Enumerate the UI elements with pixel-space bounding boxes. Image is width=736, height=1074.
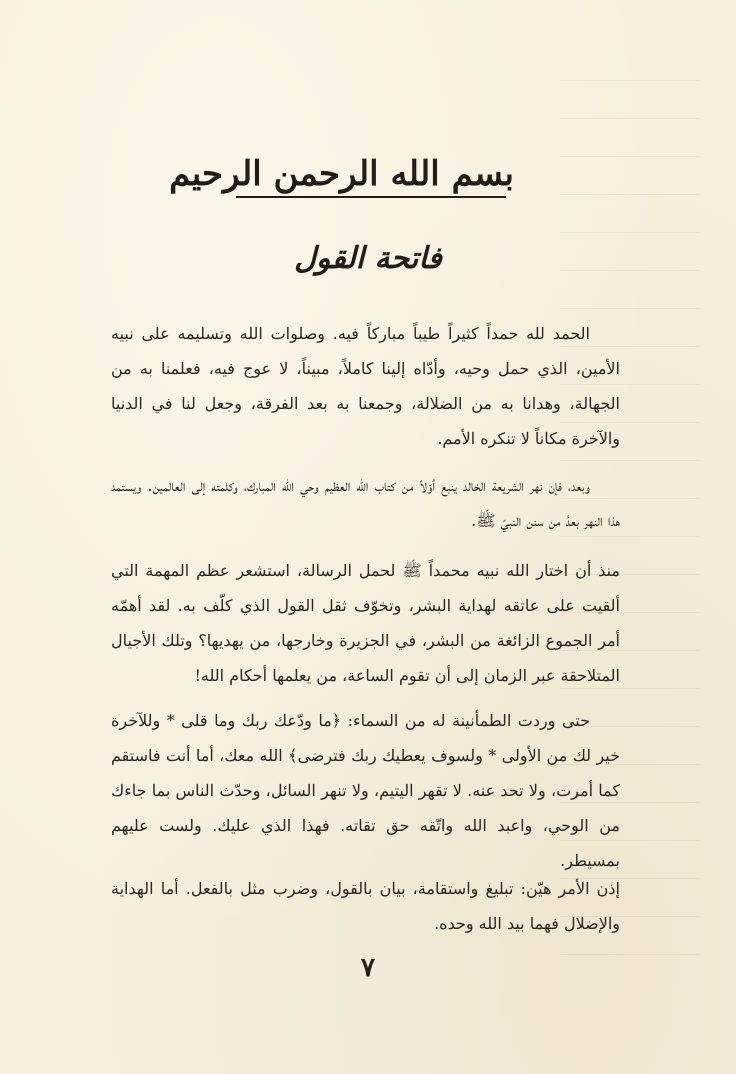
page-number: ٧ <box>361 953 375 983</box>
basmala-heading: بسم الله الرحمن الرحيم <box>169 154 514 194</box>
chapter-title: فاتحة القول <box>294 241 442 276</box>
paragraph-3: منذ أن اختار الله نبيه محمداً ﷺ لحمل الرسالة، استشعر عظم المهمة التي ألقيت على عاتقه لهداية البشر، وتخوّف ثقل القول الذي كلّف به. لقد أهمّه أمر الجموع الزائغة من البشر، في الجزيرة وخارجها، من يهديها؟ وتلك الأجيال المتلاحقة عبر الزمان إلى أن تقوم الساعة، من يعلمها أحكام الله! <box>111 561 620 685</box>
basmala-underline <box>236 196 506 198</box>
paragraph-5: إذن الأمر هيّن: تبليغ واستقامة، بيان بالقول، وضرب مثل بالفعل. أما الهداية والإضلال فهما بيد الله وحده. <box>111 879 620 933</box>
paragraph-1: الحمد لله حمداً كثيراً طيباً مباركاً فيه. وصلوات الله وتسليمه على نبيه الأمين، الذي حمل وحيه، وأدّاه إلينا كاملاً، مبيناً، لا عوج فيه، فعلمنا به من الجهالة، وهدانا به من الضلالة، وجمعنا به بعد الفرقة، وجعل لنا في الدنيا والآخرة مكاناً لا تنكره الأمم. <box>111 324 621 448</box>
paragraph-4: حتى وردت الطمأنينة له من السماء: ﴿ما ودّعك ربك وما قلى * وللآخرة خير لك من الأولى * ولسوف يعطيك ربك فترضى﴾ الله معك، أما أنت فاستقم كما أمرت، ولا تحد عنه. لا تقهر اليتيم، ولا تنهر السائل، وحدّث الناس بما جاءك من الوحي، واعبد الله واتّقه حق تقاته. فهذا الذي عليك. ولست عليهم بمسيطر. <box>111 711 620 870</box>
paragraph-2: وبعد، فإن نهر الشريعة الخالد ينبع أوّلاً من كتاب الله العظيم وحي الله المبارك، وكلمته إلى العالمين. ويستمد هذا النهر بعدُ من سنن النبيّ ﷺ. <box>111 476 620 530</box>
